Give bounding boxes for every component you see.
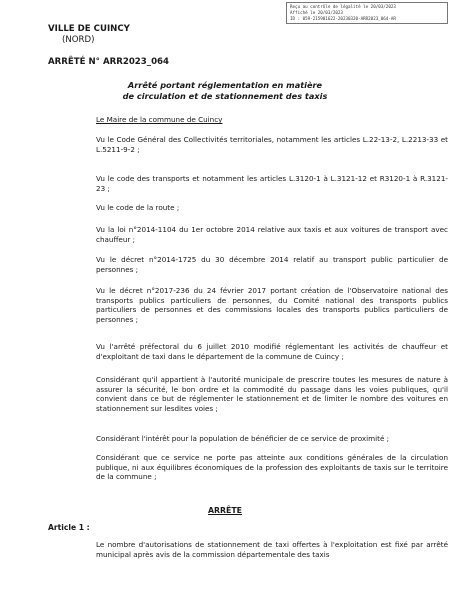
- decree-title-line-2: de circulation et de stationnement des taxis: [122, 90, 328, 101]
- paragraph-article-1: Le nombre d'autorisations de stationnement de taxi offertes à l'exploitation est fixé par arrêté municipal après avis de la commission départementale des taxis: [96, 540, 448, 559]
- stamp-line-received: Reçu au contrôle de légalité le 20/03/2023: [290, 4, 396, 9]
- stamp-line-id: ID : 059-215901622-20230320-ARR2023_064-AR: [290, 16, 396, 21]
- decree-reference-number: 064: [151, 57, 170, 67]
- stamp-line-posted: Affiché le 20/03/2023: [290, 10, 343, 15]
- legality-stamp: [286, 2, 448, 24]
- paragraph-considerant-interet: Considérant l'intérêt pour la population de bénéficier de ce service de proximité ;: [96, 434, 390, 443]
- city-name: VILLE DE CUINCY: [48, 24, 130, 34]
- paragraph-decret-2017: Vu le décret n°2017-236 du 24 février 2017 portant création de l'Observatoire national des transports publics particuliers de personnes, du Comité national des transports publics particuliers de personnes et des commissions locales des transports publics particuliers de personnes ;: [96, 286, 448, 324]
- decree-title: [60, 80, 390, 101]
- paragraph-considerant-circulation: Considérant que ce service ne porte pas atteinte aux conditions générales de la circulation publique, ni aux équilibres économiques de la profession des exploitants de taxis sur le territoire de la commune ;: [96, 453, 448, 482]
- document-header: [48, 24, 130, 46]
- paragraph-code-route: Vu le code de la route ;: [96, 203, 180, 212]
- paragraph-arrete-prefectoral: Vu l'arrêté préfectoral du 6 juillet 2010 modifié réglementant les activités de chauffeur et d'exploitant de taxi dans le département de la commune de Cuincy ;: [96, 342, 448, 361]
- paragraph-considerant-securite: Considérant qu'il appartient à l'autorité municipale de prescrire toutes les mesures de nature à assurer la sécurité, le bon ordre et la commodité du passage dans les voies publiques, qu'il convient dans ce but de réglementer le stationnement et de limiter le nombre des voitures en stationnement sur lesdites voies ;: [96, 375, 448, 413]
- paragraph-cgct: Vu le Code Général des Collectivités territoriales, notamment les articles L.22-13-2, L.2213-33 et L.5211-9-2 ;: [96, 135, 448, 154]
- paragraph-loi-2014: Vu la loi n°2014-1104 du 1er octobre 2014 relative aux taxis et aux voitures de transport avec chauffeur ;: [96, 225, 448, 244]
- paragraph-decret-2014: Vu le décret n°2014-1725 du 30 décembre 2014 relatif au transport public particulier de personnes ;: [96, 255, 448, 274]
- decree-reference: [48, 57, 169, 67]
- decree-reference-prefix: ARRÊTÉ N° ARR2023_: [48, 57, 152, 67]
- mayor-line: Le Maire de la commune de Cuincy: [96, 115, 223, 124]
- paragraph-code-transports: Vu le code des transports et notamment les articles L.3120-1 à L.3121-12 et R3120-1 à R.3121-23 ;: [96, 174, 448, 193]
- department-name: (NORD): [62, 35, 95, 45]
- article-1-label: Article 1 :: [48, 523, 90, 532]
- arrete-heading: ARRÊTE: [207, 506, 242, 515]
- decree-title-line-1: Arrêté portant réglementation en matière: [127, 80, 323, 90]
